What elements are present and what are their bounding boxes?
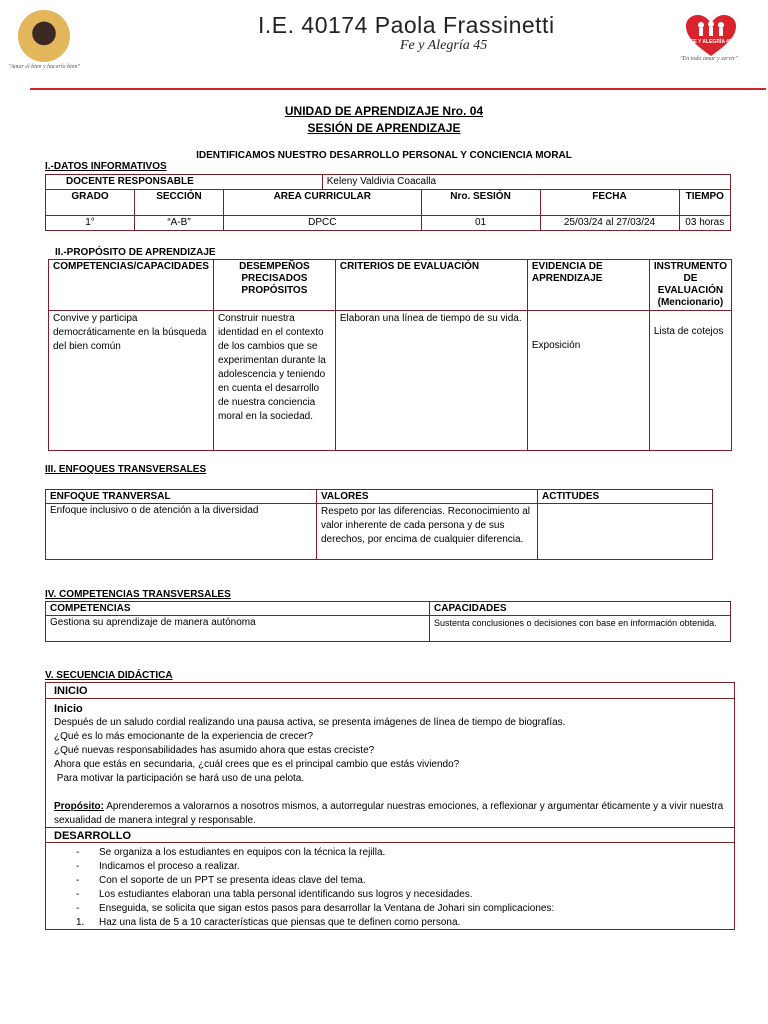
fe-y-alegria-logo [684, 14, 738, 58]
school-logo-left [18, 10, 70, 62]
header-attitudes: ACTITUDES [538, 490, 713, 504]
header-section: SECCIÓN [135, 190, 224, 216]
school-name: I.E. 40174 Paola Frassinetti [258, 12, 555, 38]
evidence-cell: Exposición [527, 311, 649, 451]
teacher-name: Keleny Valdivia Coacalla [322, 175, 730, 190]
header-session-number: Nro. SESIÓN [421, 190, 540, 216]
development-header: DESARROLLO [46, 827, 734, 843]
purpose-label: Propósito: [54, 801, 104, 812]
header-performances: DESEMPEÑOS PRECISADOS PROPÓSITOS [213, 260, 335, 311]
header-area: AREA CURRICULAR [224, 190, 422, 216]
sequence-box [45, 682, 735, 930]
header-evidence: EVIDENCIA DE APRENDIZAJE [527, 260, 649, 311]
header-approach: ENFOQUE TRANVERSAL [46, 490, 317, 504]
competence-cell: Convive y participa democráticamente en la búsqueda del bien común [49, 311, 214, 451]
dev-item-4-marker: - [76, 889, 80, 900]
purpose-table [48, 259, 732, 451]
transversal-competence-cell: Gestiona su aprendizaje de manera autónoma [46, 616, 430, 642]
teacher-label: DOCENTE RESPONSABLE [46, 175, 323, 190]
time-value: 03 horas [679, 216, 730, 231]
section-value: “A-B” [135, 216, 224, 231]
unit-title: UNIDAD DE APRENDIZAJE Nro. 04 [284, 104, 484, 118]
criteria-cell: Elaboran una línea de tiempo de su vida. [335, 311, 527, 451]
header-competences: COMPETENCIAS/CAPACIDADES [49, 260, 214, 311]
dev-item-5-marker: - [76, 903, 80, 914]
purpose-paragraph [54, 800, 730, 828]
approaches-table [45, 489, 713, 560]
start-header: INICIO [46, 683, 734, 699]
start-line-3: ¿Qué nuevas responsabilidades has asumido ahora que estas creciste? [54, 745, 375, 756]
logo-right-text: FE Y ALEGRÍA 45 [690, 39, 732, 45]
dev-item-3-marker: - [76, 875, 80, 886]
header-divider [30, 88, 766, 90]
session-number-value: 01 [421, 216, 540, 231]
dev-item-6-marker: 1. [76, 917, 85, 928]
session-title: SESIÓN DE APRENDIZAJE [307, 121, 461, 135]
transversal-table [45, 601, 731, 642]
dev-item-5: Enseguida, se solicita que sigan estos pasos para desarrollar la Ventana de Johari sin complicaciones: [99, 903, 555, 914]
start-line-2: ¿Qué es lo más emocionante de la experiencia de crecer? [54, 731, 314, 742]
start-line-5: Para motivar la participación se hará uso de una pelota. [54, 773, 305, 784]
session-topic: IDENTIFICAMOS NUESTRO DESARROLLO PERSONAL Y CONCIENCIA MORAL [196, 150, 572, 161]
info-table [45, 174, 731, 231]
header-instrument-label: INSTRUMENTO DE EVALUACIÓN [653, 261, 727, 296]
attitudes-cell [538, 504, 713, 560]
grade-value: 1° [46, 216, 135, 231]
purpose-text: Aprenderemos a valorarnos a nosotros mismos, a autorregular nuestras emociones, a reflexionar y argumentar éticamente y a vivir nuestra sexualidad de manera integral y responsable. [54, 801, 724, 826]
header-criteria: CRITERIOS DE EVALUACIÓN [335, 260, 527, 311]
start-subheading: Inicio [54, 703, 83, 715]
header-grade: GRADO [46, 190, 135, 216]
start-line-4: Ahora que estás en secundaria, ¿cuál crees que es el principal cambio que estás viviendo? [54, 759, 460, 770]
approach-cell: Enfoque inclusivo o de atención a la diversidad [46, 504, 317, 560]
dev-item-4: Los estudiantes elaboran una tabla personal identificando sus logros y necesidades. [99, 889, 473, 900]
header-values: VALORES [317, 490, 538, 504]
header-instrument [649, 260, 731, 311]
dev-item-6: Haz una lista de 5 a 10 características que piensas que te definen como persona. [99, 917, 461, 928]
dev-item-1: Se organiza a los estudiantes en equipos con la técnica la rejilla. [99, 847, 386, 858]
start-line-1: Después de un saludo cordial realizando una pausa activa, se presenta imágenes de línea de tiempo de biografías. [54, 717, 566, 728]
section-heading-sequence: V. SECUENCIA DIDÁCTICA [45, 670, 173, 681]
header-instrument-note: (Mencionario) [657, 297, 724, 308]
dev-item-3: Con el soporte de un PPT se presenta ideas clave del tema. [99, 875, 366, 886]
motto-right: "En todo amar y servir" [680, 56, 738, 62]
transversal-capacity-cell: Sustenta conclusiones o decisiones con base en información obtenida. [430, 616, 731, 642]
header-date: FECHA [540, 190, 679, 216]
dev-item-1-marker: - [76, 847, 80, 858]
motto-left: "Amar el bien y hacerlo bien" [8, 64, 80, 70]
dev-item-2-marker: - [76, 861, 80, 872]
section-heading-purpose: II.-PROPÓSITO DE APRENDIZAJE [55, 247, 216, 258]
section-heading-transversal: IV. COMPETENCIAS TRANSVERSALES [45, 589, 231, 600]
school-subtitle: Fe y Alegría 45 [400, 38, 488, 53]
section-heading-info: I.-DATOS INFORMATIVOS [45, 161, 167, 172]
area-value: DPCC [224, 216, 422, 231]
header-competences-transversal: COMPETENCIAS [46, 602, 430, 616]
header-time: TIEMPO [679, 190, 730, 216]
values-cell: Respeto por las diferencias. Reconocimiento al valor inherente de cada persona y de sus derechos, por encima de cualquier diferencia. [317, 504, 538, 560]
dev-item-2: Indicamos el proceso a realizar. [99, 861, 240, 872]
performance-cell: Construir nuestra identidad en el contexto de los cambios que se experimentan durante la adolescencia y teniendo en cuenta el desarrollo de nuestra conciencia moral en la sociedad. [213, 311, 335, 451]
header-capacities: CAPACIDADES [430, 602, 731, 616]
date-value: 25/03/24 al 27/03/24 [540, 216, 679, 231]
section-heading-approaches: III. ENFOQUES TRANSVERSALES [45, 464, 207, 475]
instrument-cell: Lista de cotejos [649, 311, 731, 451]
